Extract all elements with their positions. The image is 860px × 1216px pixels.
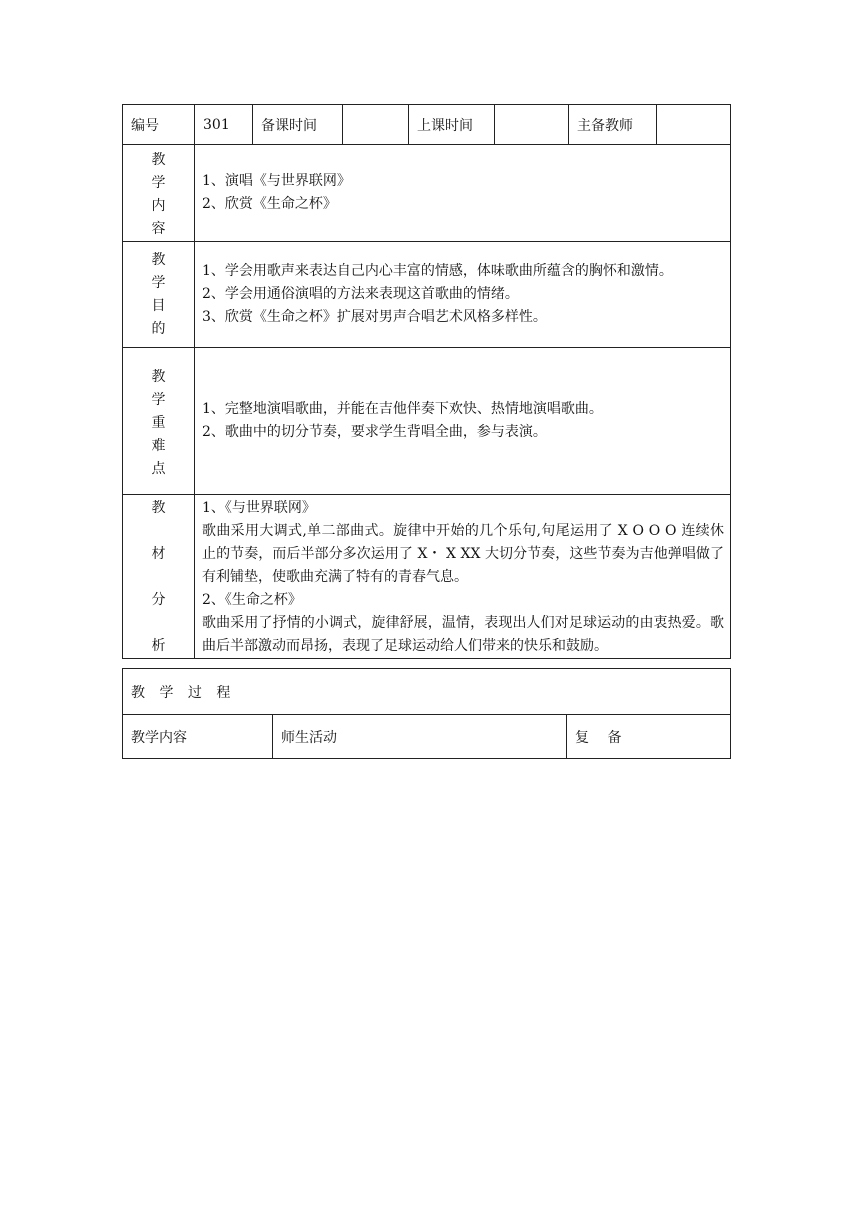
process-title-row bbox=[123, 669, 731, 715]
song1-analysis: 歌曲采用大调式,单二部曲式。旋律中开始的几个乐句,句尾运用了 X O O O 连续休止的节奏，而后半部分多次运用了 X・ X XX 大切分节奏，这些节奏为吉他弹唱做了有利铺垫，使歌曲充满了特有的青春气息。 bbox=[202, 523, 724, 585]
lead-teacher-value bbox=[657, 105, 731, 145]
process-content-header: 教学内容 bbox=[123, 715, 273, 759]
song2-title: 2、《生命之杯》 bbox=[202, 592, 302, 608]
teaching-content-text: 1、演唱《与世界联网》 2、欣赏《生命之杯》 bbox=[195, 145, 731, 242]
lead-teacher-label: 主备教师 bbox=[569, 105, 657, 145]
prep-time-value bbox=[343, 105, 409, 145]
key-points-label: 教 学 重 难 点 bbox=[123, 348, 195, 495]
material-analysis-row bbox=[123, 495, 731, 659]
class-time-value bbox=[495, 105, 569, 145]
teaching-process-table bbox=[122, 668, 731, 759]
teaching-goals-text: 1、学会用歌声来表达自己内心丰富的情感，体味歌曲所蕴含的胸怀和激情。 2、学会用通俗演唱的方法来表现这首歌曲的情绪。 3、欣赏《生命之杯》扩展对男声合唱艺术风格多样性。 bbox=[195, 242, 731, 348]
process-review-header: 复 备 bbox=[567, 715, 731, 759]
key-points-text: 1、完整地演唱歌曲，并能在吉他伴奏下欢快、热情地演唱歌曲。 2、歌曲中的切分节奏，要求学生背唱全曲，参与表演。 bbox=[195, 348, 731, 495]
song2-analysis: 歌曲采用了抒情的小调式，旋律舒展，温情，表现出人们对足球运动的由衷热爱。歌曲后半部激动而昂扬，表现了足球运动给人们带来的快乐和鼓励。 bbox=[202, 615, 724, 654]
material-analysis-text bbox=[195, 495, 731, 659]
class-time-label: 上课时间 bbox=[409, 105, 495, 145]
lesson-plan-table bbox=[122, 104, 731, 659]
material-analysis-label: 教 材 分 析 bbox=[123, 495, 195, 659]
song1-title: 1、《与世界联网》 bbox=[202, 500, 316, 516]
key-points-row bbox=[123, 348, 731, 495]
header-row bbox=[123, 105, 731, 145]
process-activity-header: 师生活动 bbox=[273, 715, 567, 759]
teaching-goals-row bbox=[123, 242, 731, 348]
number-value: 301 bbox=[195, 105, 253, 145]
process-title: 教 学 过 程 bbox=[123, 669, 731, 715]
prep-time-label: 备课时间 bbox=[253, 105, 343, 145]
teaching-content-row bbox=[123, 145, 731, 242]
teaching-content-label: 教 学 内 容 bbox=[123, 145, 195, 242]
number-label: 编号 bbox=[123, 105, 195, 145]
process-header-row bbox=[123, 715, 731, 759]
teaching-goals-label: 教 学 目 的 bbox=[123, 242, 195, 348]
